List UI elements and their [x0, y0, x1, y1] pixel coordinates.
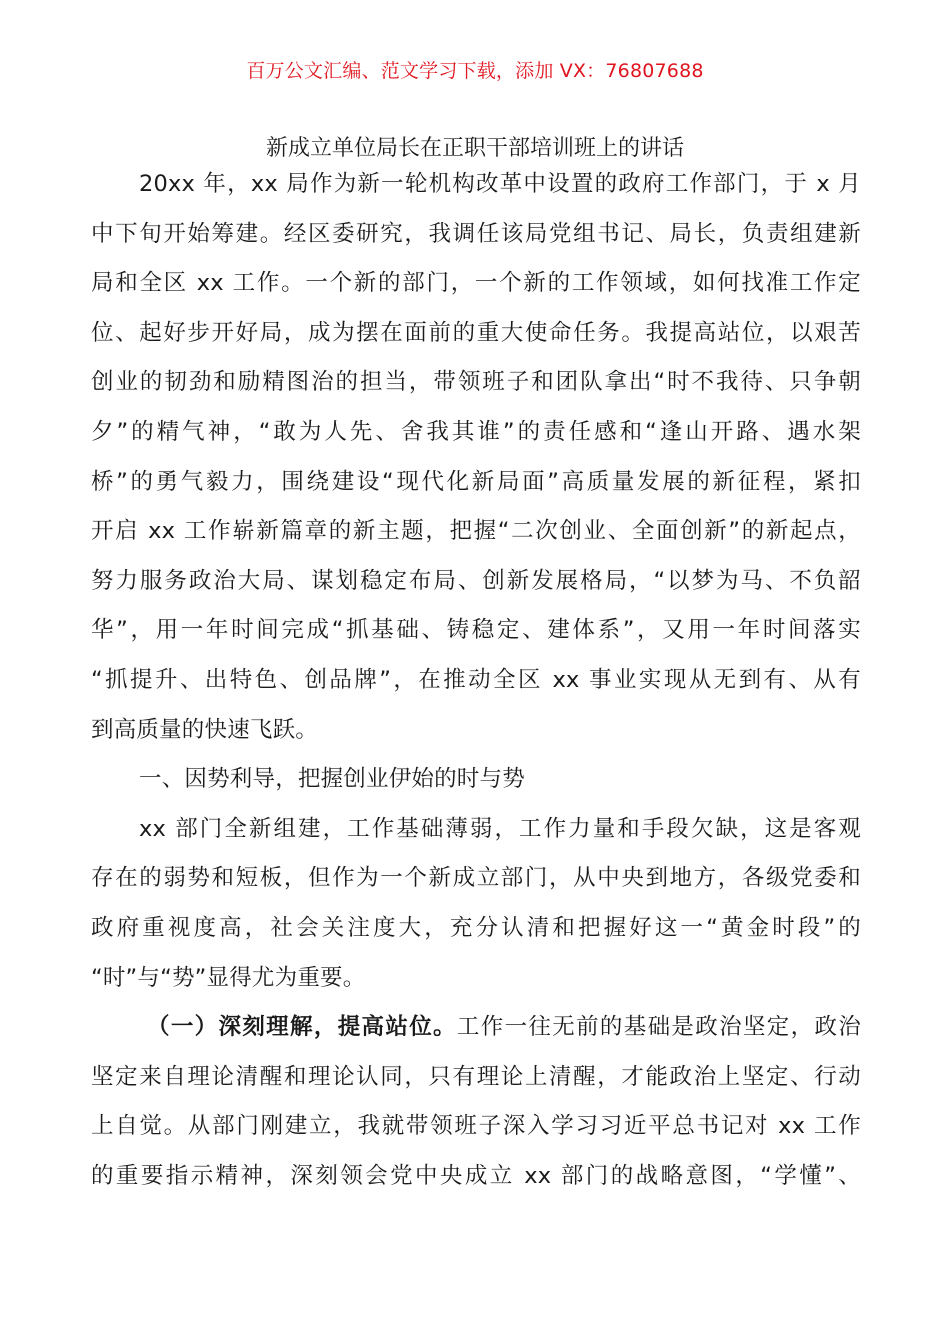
section-heading-1: [91, 755, 861, 805]
text-line: “抓提升、出特色、创品牌”，在推动全区 xx 事业实现从无到有、从有: [91, 666, 861, 693]
text-line: 20xx 年，xx 局作为新一轮机构改革中设置的政府工作部门，于 x 月: [139, 171, 861, 197]
text-line: 夕”的精气神，“敢为人先、舍我其谁”的责任感和“逢山开路、遇水架: [91, 418, 861, 445]
text-line: 中下旬开始筹建。经区委研究，我调任该局党组书记、局长，负责组建新: [91, 220, 861, 247]
text-line: 位、起好步开好局，成为摆在面前的重大使命任务。我提高站位，以艰苦: [91, 319, 861, 346]
text-line: [91, 1003, 861, 1053]
text-line: 局和全区 xx 工作。一个新的部门，一个新的工作领域，如何找准工作定: [91, 270, 861, 297]
text-line: 存在的弱势和短板，但作为一个新成立部门，从中央到地方，各级党委和: [91, 865, 861, 892]
text-line: xx 部门全新组建，工作基础薄弱，工作力量和手段欠缺，这是客观: [139, 815, 861, 842]
paragraph-section-1: [91, 805, 861, 1003]
section-heading: 一、因势利导，把握创业伊始的时与势: [139, 766, 525, 793]
text-line: 到高质量的快速飞跃。: [91, 716, 319, 743]
watermark-banner: 百万公文汇编、范文学习下载，添加 VX：76807688: [246, 60, 704, 82]
text-line: 坚定来自理论清醒和理论认同，只有理论上清醒，才能政治上坚定、行动: [91, 1063, 861, 1090]
text-line: 桥”的勇气毅力，围绕建设“现代化新局面”高质量发展的新征程，紧扣: [91, 468, 861, 495]
text-line: 开启 xx 工作崭新篇章的新主题，把握“二次创业、全面创新”的新起点，: [91, 518, 861, 545]
document-title: 新成立单位局长在正职干部培训班上的讲话: [265, 136, 684, 161]
paragraph-intro: [91, 160, 861, 755]
paragraph-subsection-1: [91, 1003, 861, 1201]
text-line: 努力服务政治大局、谋划稳定布局、创新发展格局，“以梦为马、不负韶: [91, 567, 861, 594]
text-line: 创业的韧劲和励精图治的担当，带领班子和团队拿出“时不我待、只争朝: [91, 369, 861, 396]
text-line: 华”，用一年时间完成“抓基础、铸稳定、建体系”，又用一年时间落实: [91, 617, 861, 644]
text-line: 上自觉。从部门刚建立，我就带领班子深入学习习近平总书记对 xx 工作: [91, 1113, 861, 1140]
text-line: 的重要指示精神，深刻领会党中央成立 xx 部门的战略意图，“学懂”、: [91, 1162, 861, 1189]
text-line: 政府重视度高，社会关注度大，充分认清和把握好这一“黄金时段”的: [91, 914, 861, 941]
subsection-heading: （一）深刻理解，提高站位。: [147, 1014, 457, 1041]
text-span: 工作一往无前的基础是政治坚定，政治: [456, 1014, 861, 1041]
document-body: [91, 160, 861, 1201]
text-line: “时”与“势”显得尤为重要。: [91, 964, 366, 991]
